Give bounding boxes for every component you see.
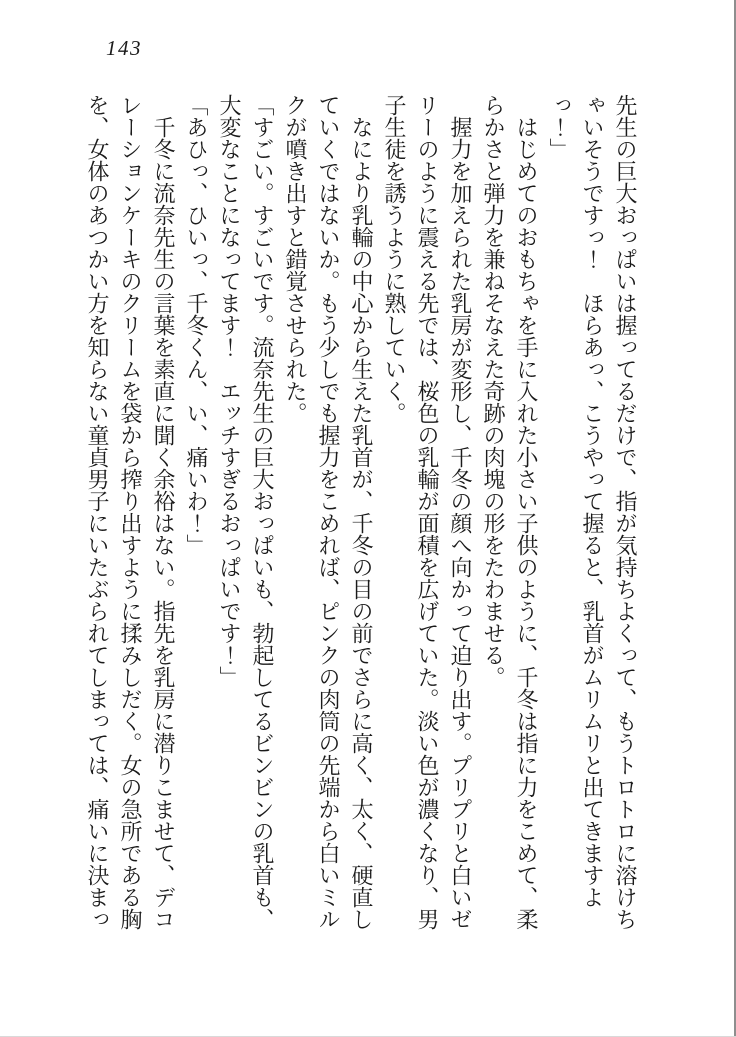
text-line: 千冬に流奈先生の言葉を素直に聞く余裕はない。指先を乳房に潜りこませて、デコ (150, 94, 175, 930)
text-line: ゃいそうですっ！ ほらあっ、こうやって握ると、乳首がムリムリと出てきますよ (579, 94, 604, 908)
text-line: はじめてのおもちゃを手に入れた小さい子供のように、千冬は指に力をこめて、柔 (513, 94, 538, 930)
vertical-text-block (80, 94, 641, 938)
text-line: 先生の巨大おっぱいは握ってるだけで、指が気持ちよくって、もうトロトロに溶けち (612, 94, 637, 930)
text-line: 「あひっ、ひいっ、千冬くん、い、痛いわ！」 (183, 94, 208, 556)
text-line: 大変なことになってます！ エッチすぎるおっぱいです！」 (216, 94, 241, 688)
text-line: を、女体のあつかい方を知らない童貞男子にいたぶられてしまっては、痛いに決まっ (84, 94, 109, 930)
text-line: っ！」 (546, 94, 571, 160)
text-line: ていくではないか。もう少しでも握力をこめれば、ピンクの肉筒の先端から白いミル (315, 94, 340, 930)
text-line: 握力を加えられた乳房が変形し、千冬の顔へ向かって迫り出す。プリプリと白いゼ (447, 94, 472, 930)
text-line: なにより乳輪の中心から生えた乳首が、千冬の目の前でさらに高く、太く、硬直し (348, 94, 373, 930)
page-number: 143 (106, 36, 142, 60)
text-line: クが噴き出すと錯覚させられた。 (282, 94, 307, 424)
text-line: らかさと弾力を兼ねそなえた奇跡の肉塊の形をたわませる。 (480, 94, 505, 688)
text-line: リーのように震える先では、桜色の乳輪が面積を広げていた。淡い色が濃くなり、男 (414, 94, 439, 930)
text-line: 「すごい。すごいです。流奈先生の巨大おっぱいも、勃起してるビンビンの乳首も、 (249, 94, 274, 930)
text-line: 子生徒を誘うように熟していく。 (381, 94, 406, 424)
text-line: レーションケーキのクリームを袋から搾り出すように揉みしだく。女の急所である胸 (117, 94, 142, 930)
